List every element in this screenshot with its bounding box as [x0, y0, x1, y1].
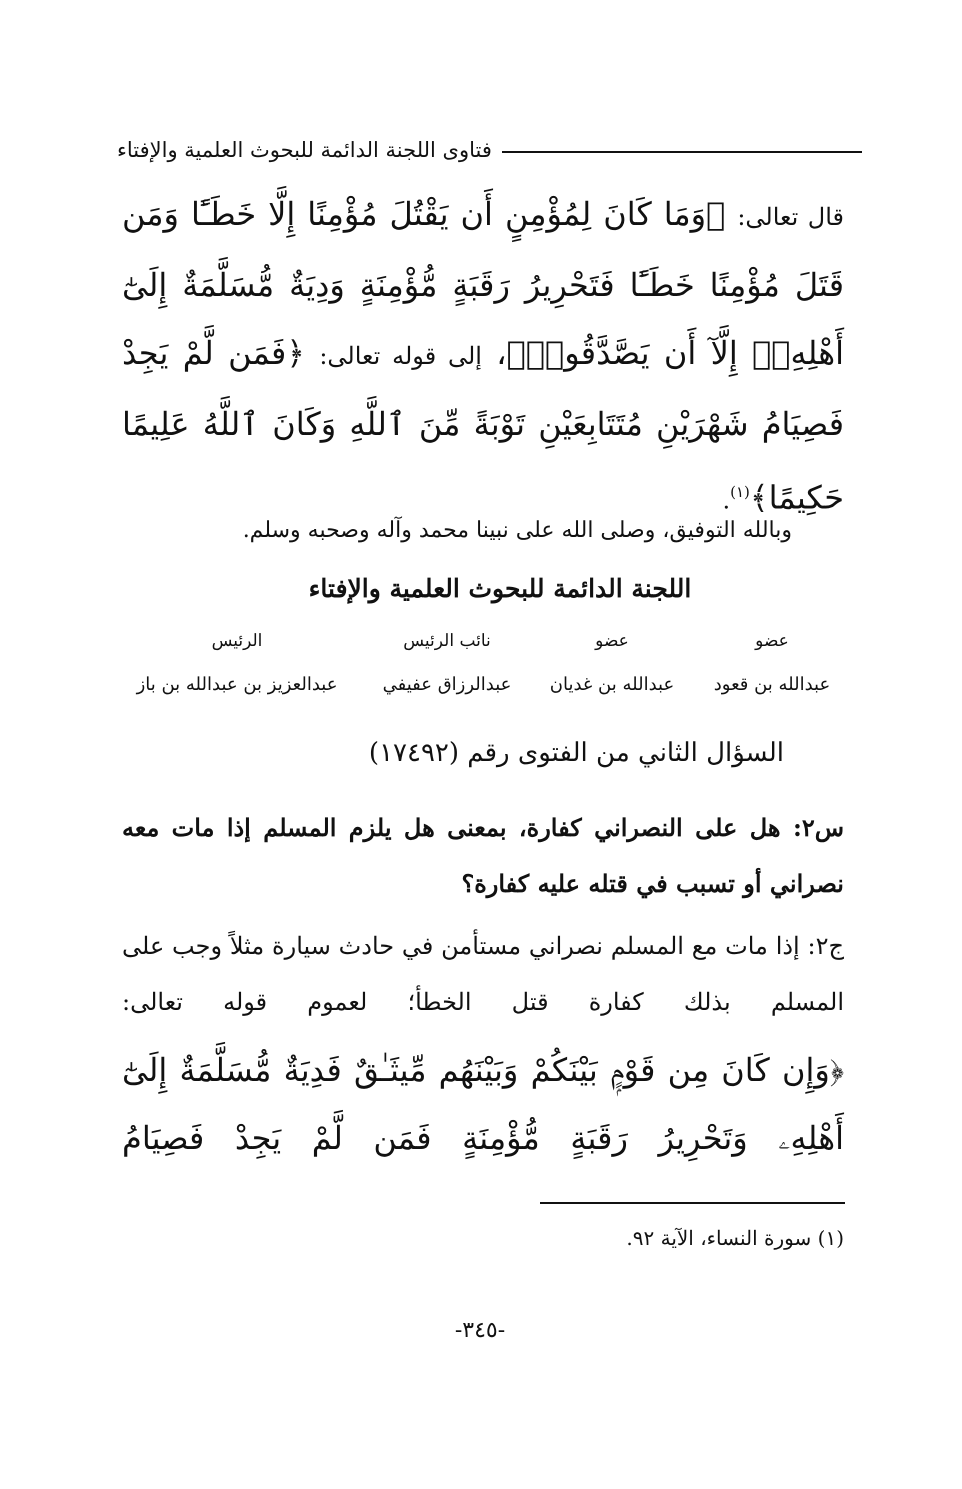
running-header-title: فتاوى اللجنة الدائمة للبحوث العلمية والإفتاء	[117, 138, 492, 162]
signature-role: عضو	[755, 631, 789, 651]
verse-end: .	[722, 486, 731, 515]
verse-connector: إلى قوله تعالى:	[319, 342, 482, 370]
signature-name: عبدالله بن قعود	[713, 674, 831, 695]
closing-formula: وبالله التوفيق، وصلى الله على نبينا محمد وآله وصحبه وسلم.	[242, 518, 792, 543]
signature-role: الرئيس	[211, 631, 263, 651]
signature-member-3	[362, 626, 532, 702]
signature-role: نائب الرئيس	[403, 631, 491, 651]
question-heading: السؤال الثاني من الفتوى رقم (١٧٤٩٢)	[368, 738, 784, 768]
answer-text: ج٢: إذا مات مع المسلم نصراني مستأمن في حادث سيارة مثلاً وجب على المسلم بذلك كفارة قتل الخطأ؛ لعموم قوله تعالى:	[122, 932, 844, 1016]
signature-member-1	[702, 626, 842, 702]
running-header-rule	[502, 151, 862, 153]
signature-member-2	[532, 626, 692, 702]
committee-signatures	[122, 626, 842, 706]
committee-title: اللجنة الدائمة للبحوث العلمية والإفتاء	[308, 574, 692, 603]
signature-name: عبدالرزاق عفيفي	[382, 674, 512, 695]
footnote-separator	[540, 1202, 845, 1204]
question-text: س٢: هل على النصراني كفارة، بمعنى هل يلزم المسلم إذا مات معه نصراني أو تسبب في قتله عليه كفارة؟	[122, 813, 844, 898]
page-number: -٣٤٥-	[454, 1318, 506, 1343]
verse-text-b: ﴿فَمَن لَّمْ يَجِدْ فَصِيَامُ شَهْرَيْنِ مُتَتَابِعَيْنِ تَوْبَةً مِّنَ ٱللَّهِ وَكَانَ ٱللَّهُ عَلِيمًا حَكِيمًا﴾	[122, 334, 844, 517]
footnote: (١) سورة النساء، الآية ٩٢.	[626, 1226, 844, 1250]
signature-member-4	[122, 626, 352, 702]
footnote-reference: (١)	[730, 483, 750, 501]
running-header	[117, 130, 862, 170]
verse-lead: قال تعالى:	[737, 203, 845, 231]
signature-role: عضو	[595, 631, 629, 651]
verse-text-a: ﴿وَمَا كَانَ لِمُؤْمِنٍ أَن يَقْتُلَ مُؤْمِنًا إِلَّا خَطَـًٔا وَمَن قَتَلَ مُؤْمِنًا خَطَـًٔا فَتَحْرِيرُ رَقَبَةٍ مُّؤْمِنَةٍ وَدِيَةٌ مُّسَلَّمَةٌ إِلَىٰٓ أَهْلِهِۦٓ إِلَّآ أَن يَصَّدَّقُوا۟﴾،	[122, 195, 844, 372]
signature-name: عبدالعزيز بن عبدالله بن باز	[136, 674, 338, 695]
signature-name: عبدالله بن غديان	[549, 674, 675, 695]
verse-paragraph-2: ﴿وَإِن كَانَ مِن قَوْمٍۭ بَيْنَكُمْ وَبَيْنَهُم مِّيثَـٰقٌ فَدِيَةٌ مُّسَلَّمَةٌ إِلَىٰٓ أَهْلِهِۦ وَتَحْرِيرُ رَقَبَةٍ مُّؤْمِنَةٍ فَمَن لَّمْ يَجِدْ فَصِيَامُ	[122, 1051, 844, 1157]
verse-paragraph	[122, 180, 844, 535]
